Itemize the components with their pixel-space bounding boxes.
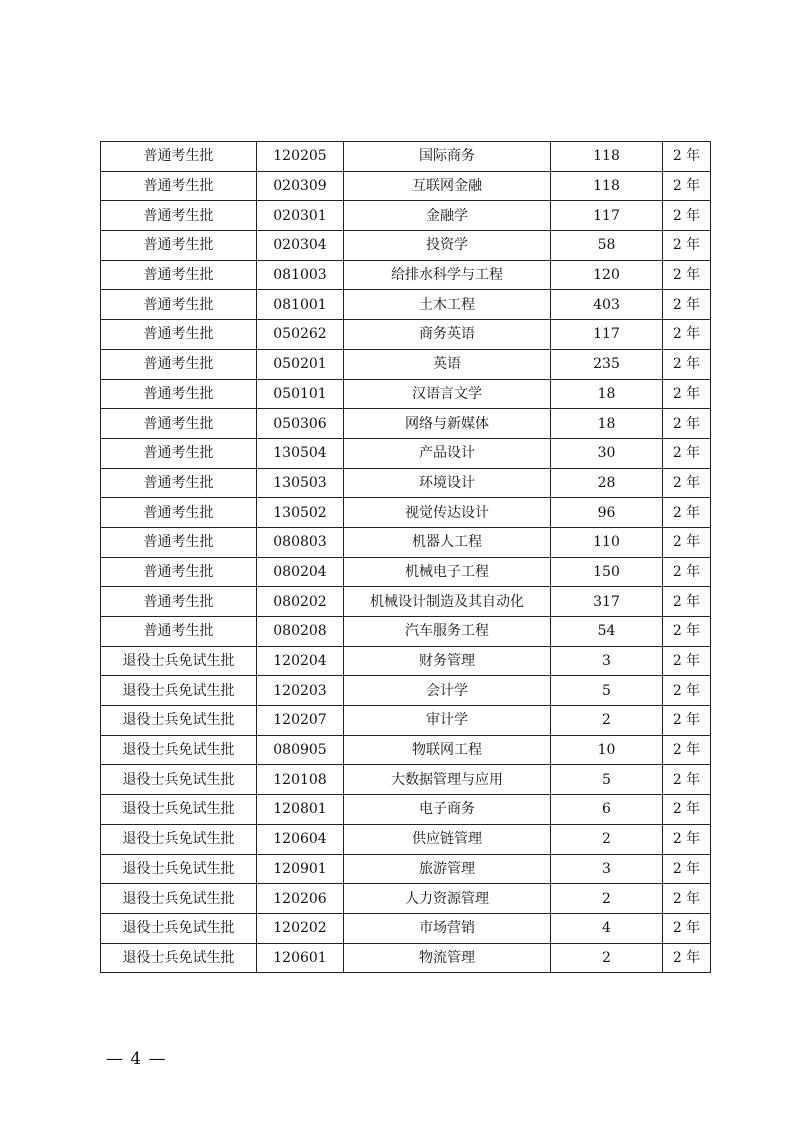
cell-duration: 2 年 [663, 409, 711, 439]
cell-duration: 2 年 [663, 617, 711, 647]
cell-major-code: 080202 [257, 587, 344, 617]
cell-quota: 4 [551, 913, 663, 943]
cell-major-name: 旅游管理 [344, 854, 551, 884]
cell-batch: 退役士兵免试生批 [101, 884, 257, 914]
cell-batch: 退役士兵免试生批 [101, 735, 257, 765]
cell-batch: 普通考生批 [101, 171, 257, 201]
cell-major-name: 汉语言文学 [344, 379, 551, 409]
cell-duration: 2 年 [663, 527, 711, 557]
cell-duration: 2 年 [663, 557, 711, 587]
cell-major-name: 电子商务 [344, 795, 551, 825]
table-row [101, 320, 711, 350]
cell-quota: 150 [551, 557, 663, 587]
cell-major-code: 050262 [257, 320, 344, 350]
cell-major-code: 130504 [257, 438, 344, 468]
cell-batch: 退役士兵免试生批 [101, 795, 257, 825]
cell-duration: 2 年 [663, 260, 711, 290]
cell-major-name: 供应链管理 [344, 824, 551, 854]
table-row [101, 646, 711, 676]
cell-major-code: 120604 [257, 824, 344, 854]
cell-major-code: 050101 [257, 379, 344, 409]
cell-batch: 普通考生批 [101, 231, 257, 261]
cell-major-code: 120207 [257, 706, 344, 736]
cell-major-name: 机械设计制造及其自动化 [344, 587, 551, 617]
cell-duration: 2 年 [663, 171, 711, 201]
cell-duration: 2 年 [663, 854, 711, 884]
cell-quota: 110 [551, 527, 663, 557]
cell-major-code: 050306 [257, 409, 344, 439]
cell-batch: 普通考生批 [101, 142, 257, 172]
cell-major-code: 020304 [257, 231, 344, 261]
cell-quota: 3 [551, 854, 663, 884]
cell-quota: 235 [551, 349, 663, 379]
cell-batch: 退役士兵免试生批 [101, 676, 257, 706]
cell-quota: 2 [551, 884, 663, 914]
cell-quota: 2 [551, 706, 663, 736]
cell-duration: 2 年 [663, 349, 711, 379]
table-row [101, 676, 711, 706]
cell-major-name: 金融学 [344, 201, 551, 231]
table-row [101, 409, 711, 439]
cell-major-name: 土木工程 [344, 290, 551, 320]
cell-batch: 退役士兵免试生批 [101, 854, 257, 884]
cell-major-code: 020301 [257, 201, 344, 231]
cell-major-name: 机械电子工程 [344, 557, 551, 587]
table-body [101, 142, 711, 973]
cell-duration: 2 年 [663, 913, 711, 943]
table-row [101, 527, 711, 557]
cell-batch: 普通考生批 [101, 557, 257, 587]
cell-major-name: 国际商务 [344, 142, 551, 172]
cell-quota: 5 [551, 676, 663, 706]
cell-major-name: 投资学 [344, 231, 551, 261]
cell-major-name: 大数据管理与应用 [344, 765, 551, 795]
table-row [101, 349, 711, 379]
cell-batch: 普通考生批 [101, 290, 257, 320]
cell-duration: 2 年 [663, 706, 711, 736]
cell-batch: 退役士兵免试生批 [101, 913, 257, 943]
table-row [101, 142, 711, 172]
cell-quota: 3 [551, 646, 663, 676]
cell-quota: 2 [551, 943, 663, 973]
cell-duration: 2 年 [663, 676, 711, 706]
cell-quota: 5 [551, 765, 663, 795]
cell-major-name: 网络与新媒体 [344, 409, 551, 439]
cell-duration: 2 年 [663, 498, 711, 528]
cell-quota: 403 [551, 290, 663, 320]
table-row [101, 824, 711, 854]
cell-major-code: 120202 [257, 913, 344, 943]
cell-quota: 118 [551, 142, 663, 172]
cell-major-name: 会计学 [344, 676, 551, 706]
cell-major-code: 120204 [257, 646, 344, 676]
table-row [101, 379, 711, 409]
cell-quota: 18 [551, 379, 663, 409]
table-row [101, 706, 711, 736]
cell-major-code: 120801 [257, 795, 344, 825]
cell-quota: 2 [551, 824, 663, 854]
cell-duration: 2 年 [663, 943, 711, 973]
cell-duration: 2 年 [663, 379, 711, 409]
cell-quota: 10 [551, 735, 663, 765]
cell-quota: 54 [551, 617, 663, 647]
table-row [101, 438, 711, 468]
cell-duration: 2 年 [663, 795, 711, 825]
cell-major-name: 人力资源管理 [344, 884, 551, 914]
cell-batch: 普通考生批 [101, 379, 257, 409]
cell-batch: 退役士兵免试生批 [101, 706, 257, 736]
cell-major-code: 120901 [257, 854, 344, 884]
table-row [101, 468, 711, 498]
cell-duration: 2 年 [663, 201, 711, 231]
cell-quota: 117 [551, 201, 663, 231]
cell-duration: 2 年 [663, 438, 711, 468]
cell-major-name: 市场营销 [344, 913, 551, 943]
cell-major-name: 给排水科学与工程 [344, 260, 551, 290]
cell-batch: 普通考生批 [101, 409, 257, 439]
table-row [101, 765, 711, 795]
cell-duration: 2 年 [663, 587, 711, 617]
cell-quota: 118 [551, 171, 663, 201]
cell-duration: 2 年 [663, 142, 711, 172]
table-row [101, 201, 711, 231]
cell-duration: 2 年 [663, 320, 711, 350]
table-row [101, 795, 711, 825]
cell-duration: 2 年 [663, 884, 711, 914]
cell-major-name: 机器人工程 [344, 527, 551, 557]
cell-quota: 58 [551, 231, 663, 261]
cell-major-name: 互联网金融 [344, 171, 551, 201]
table-row [101, 854, 711, 884]
cell-quota: 18 [551, 409, 663, 439]
cell-quota: 117 [551, 320, 663, 350]
cell-batch: 普通考生批 [101, 349, 257, 379]
cell-quota: 120 [551, 260, 663, 290]
cell-major-code: 050201 [257, 349, 344, 379]
cell-batch: 普通考生批 [101, 527, 257, 557]
cell-major-code: 130503 [257, 468, 344, 498]
cell-duration: 2 年 [663, 824, 711, 854]
cell-batch: 退役士兵免试生批 [101, 824, 257, 854]
table-row [101, 260, 711, 290]
cell-batch: 普通考生批 [101, 260, 257, 290]
cell-major-code: 081001 [257, 290, 344, 320]
cell-batch: 普通考生批 [101, 468, 257, 498]
cell-major-code: 120203 [257, 676, 344, 706]
cell-major-code: 120206 [257, 884, 344, 914]
cell-major-code: 080204 [257, 557, 344, 587]
cell-major-name: 产品设计 [344, 438, 551, 468]
cell-duration: 2 年 [663, 231, 711, 261]
table-row [101, 735, 711, 765]
cell-quota: 30 [551, 438, 663, 468]
cell-major-code: 080905 [257, 735, 344, 765]
table-row [101, 498, 711, 528]
cell-major-code: 120601 [257, 943, 344, 973]
cell-major-name: 商务英语 [344, 320, 551, 350]
cell-quota: 28 [551, 468, 663, 498]
table-row [101, 171, 711, 201]
cell-batch: 普通考生批 [101, 498, 257, 528]
table-row [101, 290, 711, 320]
table-row [101, 617, 711, 647]
table-row [101, 557, 711, 587]
cell-quota: 6 [551, 795, 663, 825]
table-row [101, 587, 711, 617]
cell-major-name: 物流管理 [344, 943, 551, 973]
cell-batch: 普通考生批 [101, 438, 257, 468]
page-number: — 4 — [106, 1049, 167, 1069]
cell-major-code: 120205 [257, 142, 344, 172]
table-row [101, 943, 711, 973]
cell-duration: 2 年 [663, 468, 711, 498]
cell-duration: 2 年 [663, 735, 711, 765]
cell-quota: 317 [551, 587, 663, 617]
cell-major-code: 020309 [257, 171, 344, 201]
cell-duration: 2 年 [663, 646, 711, 676]
cell-major-name: 视觉传达设计 [344, 498, 551, 528]
cell-batch: 普通考生批 [101, 587, 257, 617]
cell-batch: 退役士兵免试生批 [101, 646, 257, 676]
cell-major-code: 120108 [257, 765, 344, 795]
table-row [101, 884, 711, 914]
cell-quota: 96 [551, 498, 663, 528]
cell-batch: 普通考生批 [101, 320, 257, 350]
table-row [101, 231, 711, 261]
table-row [101, 913, 711, 943]
cell-batch: 普通考生批 [101, 201, 257, 231]
cell-duration: 2 年 [663, 290, 711, 320]
cell-major-name: 财务管理 [344, 646, 551, 676]
cell-batch: 普通考生批 [101, 617, 257, 647]
cell-duration: 2 年 [663, 765, 711, 795]
cell-major-name: 英语 [344, 349, 551, 379]
cell-major-name: 汽车服务工程 [344, 617, 551, 647]
cell-major-name: 物联网工程 [344, 735, 551, 765]
cell-major-code: 080803 [257, 527, 344, 557]
cell-major-name: 审计学 [344, 706, 551, 736]
cell-major-code: 080208 [257, 617, 344, 647]
cell-batch: 退役士兵免试生批 [101, 943, 257, 973]
cell-major-name: 环境设计 [344, 468, 551, 498]
enrollment-table [100, 141, 711, 973]
cell-major-code: 081003 [257, 260, 344, 290]
cell-batch: 退役士兵免试生批 [101, 765, 257, 795]
cell-major-code: 130502 [257, 498, 344, 528]
